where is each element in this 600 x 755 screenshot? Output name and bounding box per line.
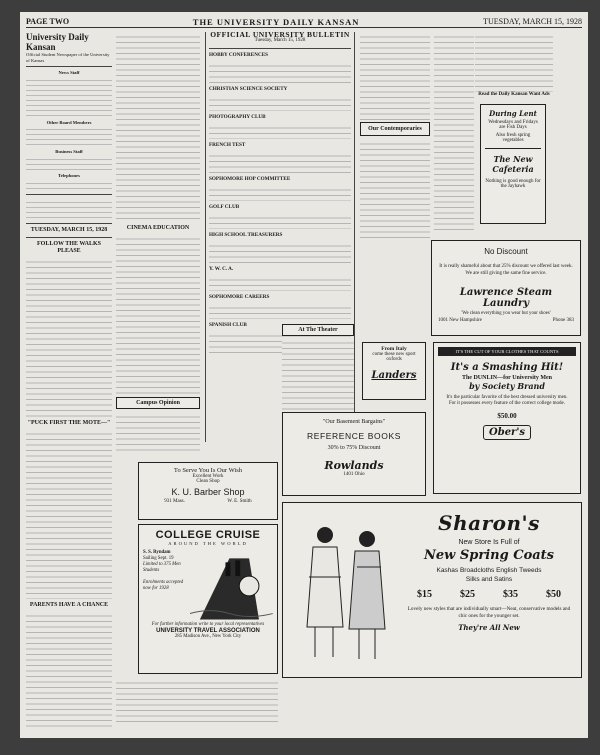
cinema-text <box>116 234 200 394</box>
staff-list-4 <box>26 179 112 191</box>
running-date: TUESDAY, MARCH 15, 1928 <box>483 17 582 26</box>
editorial-text-3 <box>26 611 112 731</box>
laundry-phone: Phone 383 <box>552 318 574 323</box>
bulletin-item-text <box>209 213 351 229</box>
fashion-illustration <box>289 517 399 667</box>
bulletin-item-heading: GOLF CLUB <box>209 203 240 210</box>
sharons-body: Lovely new styles that are individually smart—Neat, conservative models and chic ones for the younger set. <box>407 606 571 619</box>
bulletin-items <box>209 52 351 353</box>
price-3: $35 <box>503 589 518 600</box>
bulletin-item-heading: SOPHOMORE CAREERS <box>209 293 270 300</box>
bulletin-date: Tuesday, March 15, 1928 <box>254 38 306 44</box>
obers-logo: Ober's <box>483 425 531 440</box>
bulletin-item-text <box>209 123 351 139</box>
column-two <box>116 32 200 452</box>
landers-ad <box>362 342 426 400</box>
price-2: $25 <box>460 589 475 600</box>
cafeteria-line-2: Wednesdays and Fridays are Fish Days <box>488 120 538 130</box>
cafeteria-name: The New Cafeteria <box>492 154 534 174</box>
bulletin-item-heading: CHRISTIAN SCIENCE SOCIETY <box>209 85 288 92</box>
bulletin-item-heading: HIGH SCHOOL TREASURERS <box>209 231 283 238</box>
sharons-tag: New Store Is Full of <box>458 539 520 546</box>
bulletin-item-text <box>209 61 351 83</box>
staff-list-2 <box>26 125 112 149</box>
staff-heading-phones: Telephones <box>58 172 80 178</box>
cinema-heading: CINEMA EDUCATION <box>126 225 190 231</box>
rowlands-ad <box>282 412 426 496</box>
bottom-text <box>116 678 278 728</box>
staff-heading-board: Other Board Members <box>46 119 92 125</box>
theater-heading: At The Theater <box>298 327 338 333</box>
cruise-enrol: Enrolments accepted now for 1928 <box>143 580 184 591</box>
sharons-coats: New Spring Coats <box>424 548 554 563</box>
bottom-text-lines <box>116 678 278 726</box>
laundry-slogan: 'We clean everything you wear but your shoes' <box>461 311 551 316</box>
sharons-ad <box>282 502 582 678</box>
campus-opinion-box <box>116 397 200 409</box>
bulletin-item-heading: Y. W. C. A. <box>209 265 234 272</box>
bulletin-item-text <box>209 275 351 291</box>
bulletin-title: OFFICIAL UNIVERSITY BULLETIN <box>210 32 350 39</box>
paper-name: THE UNIVERSITY DAILY KANSAN <box>192 16 360 27</box>
masthead-subtitle: Official Student Newspaper of the University of Kansas <box>26 52 110 63</box>
barber-line-3: Clean Shop <box>196 479 220 484</box>
sharons-prices <box>403 589 575 600</box>
editorial-heading-1: FOLLOW THE WALKS PLEASE <box>36 240 102 254</box>
cafeteria-line-3: Also fresh spring vegetables <box>495 133 531 143</box>
masthead-title: University Daily Kansan <box>26 32 89 52</box>
cruise-subtitle: AROUND THE WORLD <box>168 541 248 546</box>
staff-list <box>26 76 112 120</box>
dunlin-body: It's the particular favorite of the best dressed university men. For it possesses every feature of the correct college mode. <box>446 395 568 406</box>
bulletin-item-heading: PHOTOGRAPHY CLUB <box>209 113 266 120</box>
dunlin-price: $50.00 <box>497 412 517 420</box>
laundry-address: 1001 New Hampshire <box>438 318 482 323</box>
masthead-date: TUESDAY, MARCH 15, 1928 <box>30 226 108 233</box>
rowlands-discount: 30% to 75% Discount <box>327 445 381 451</box>
dunlin-brand: by Society Brand <box>469 381 545 391</box>
landers-line-1: From Italy <box>381 346 407 352</box>
bulletin-item-text <box>209 241 351 263</box>
cruise-sailing: Sailing Sept. 19 <box>143 556 174 561</box>
campus-opinion-heading: Campus Opinion <box>136 400 180 406</box>
landers-logo: Landers <box>371 370 417 381</box>
bulletin-item-heading: HOBBY CONFERENCES <box>209 51 269 58</box>
rowlands-title: REFERENCE BOOKS <box>306 431 402 441</box>
cafeteria-line-4: Nothing is good enough for the Jayhawk <box>485 179 541 189</box>
theater-box <box>282 324 354 336</box>
contemporaries-box <box>360 122 430 136</box>
rowlands-address: 1401 Ohio <box>343 472 365 477</box>
page-label: PAGE TWO <box>26 17 70 26</box>
bulletin-item-heading: SOPHOMORE HOP COMMITTEE <box>209 175 291 182</box>
dunlin-hit: It's a Smashing Hit! <box>450 362 564 373</box>
bulletin-item-text <box>209 151 351 173</box>
theater-column <box>282 324 354 424</box>
column-four-text <box>360 32 430 122</box>
cruise-info: For further information write to your local representatives <box>151 622 265 627</box>
bulletin-item-heading: SPANISH CLUB <box>209 321 247 328</box>
dunlin-top: IT'S THE CUT OF YOUR CLOTHES THAT COUNTS <box>438 347 576 356</box>
barber-ad <box>138 462 278 520</box>
sharons-fabrics-2: Silks and Satins <box>465 576 513 583</box>
laundry-ad <box>431 240 581 336</box>
cruise-title: COLLEGE CRUISE <box>155 529 261 541</box>
barber-address: 931 Mass. <box>164 499 185 504</box>
cruise-ship: S. S. Ryndam <box>143 550 171 555</box>
bulletin-item-text <box>209 185 351 201</box>
staff-list-3 <box>26 155 112 173</box>
ship-illustration <box>190 550 273 620</box>
dunlin-product: The DUNLIN—for University Men <box>461 375 553 381</box>
bulletin-item-text <box>209 303 351 319</box>
rowlands-tag: "Our Basement Bargains" <box>322 419 386 425</box>
barber-line-1: To Serve You Is Our Wish <box>173 467 243 474</box>
spacer-text <box>205 452 277 460</box>
staff-heading-news: News Staff <box>58 70 80 76</box>
column-five-text <box>434 32 474 232</box>
cruise-address: 285 Madison Ave., New York City <box>174 634 242 639</box>
barber-owner: W. E. Smith <box>227 499 252 504</box>
opinion-text <box>116 412 200 452</box>
column-two-text <box>116 32 200 222</box>
barber-name: K. U. Barber Shop <box>171 487 245 497</box>
theater-text <box>282 338 354 418</box>
cruise-limited: Limited to 375 Men Students <box>143 562 181 573</box>
bulletin-item-text <box>209 95 351 111</box>
newspaper-page <box>20 12 588 738</box>
editorial-column <box>26 32 112 732</box>
laundry-body: It is really shameful about that 25% discount we offered last week. We are still giving the same fine service. <box>439 264 573 276</box>
landers-line-2: come these new sport oxfords <box>372 352 416 362</box>
cruise-ad <box>138 524 278 674</box>
editorial-text-1 <box>26 257 112 417</box>
column-six-text <box>475 32 553 102</box>
running-head <box>26 16 582 28</box>
column-four <box>360 32 430 322</box>
sharons-fabrics: Kashas Broadcloths English Tweeds <box>436 567 542 574</box>
bulletin-item-heading: FRENCH TEST <box>209 141 246 148</box>
staff-heading-business: Business Staff <box>55 149 83 155</box>
rowlands-logo: Rowlands <box>324 459 384 472</box>
laundry-title: No Discount <box>484 247 528 256</box>
cafeteria-line-1: During Lent <box>489 109 537 118</box>
entry-note <box>26 198 112 220</box>
editorial-text-2 <box>26 429 112 599</box>
obers-dunlin-ad <box>433 342 581 494</box>
editorial-heading-2: "PUCK FIRST THE MOTE—" <box>27 419 111 426</box>
laundry-name: Lawrence Steam Laundry <box>459 287 553 309</box>
contemporaries-text <box>360 139 430 239</box>
cafeteria-ad <box>480 104 546 224</box>
sharons-cta: They're All New <box>458 623 520 632</box>
column-six-lines <box>475 32 553 92</box>
price-1: $15 <box>417 589 432 600</box>
price-4: $50 <box>546 589 561 600</box>
contemporaries-heading: Our Contemporaries <box>368 126 422 132</box>
cruise-org: UNIVERSITY TRAVEL ASSOCIATION <box>156 628 260 634</box>
want-ads-line: Read the Daily Kansan Want Ads <box>478 92 550 97</box>
column-five-lines <box>434 32 474 232</box>
sharons-logo: Sharon's <box>438 511 540 535</box>
barber-line-2: Excellent Work <box>192 474 224 479</box>
editorial-heading-3: PARENTS HAVE A CHANCE <box>29 601 109 608</box>
